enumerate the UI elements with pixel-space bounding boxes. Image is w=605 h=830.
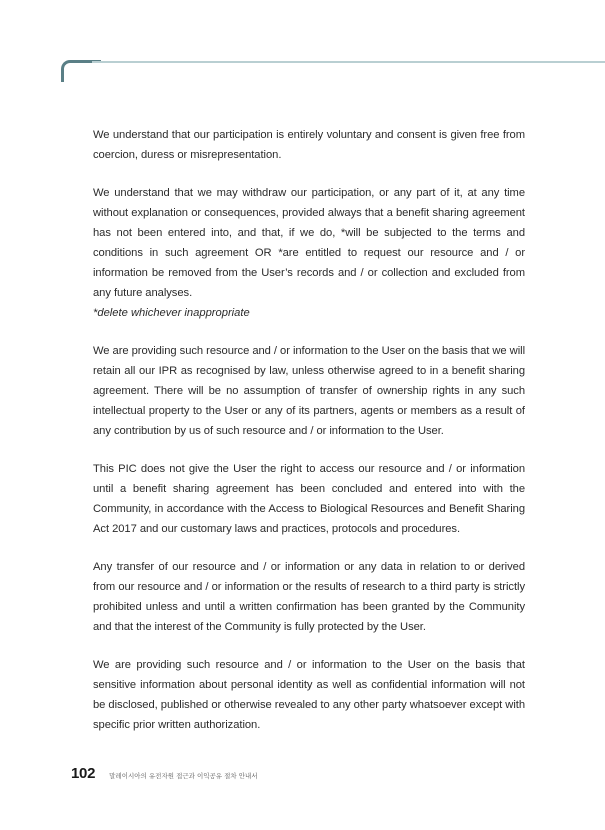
page-number: 102: [71, 765, 96, 782]
delete-note: *delete whichever inappropriate: [93, 307, 250, 319]
header-rule: [92, 61, 605, 63]
page-footer: [71, 765, 258, 782]
paragraph-confidentiality: We are providing such resource and / or information to the User on the basis that sensitive information about personal identity as well as confidential information will not be disclosed, published or otherwise revealed to any other party whatsoever except with specific prior written authorization.: [93, 659, 525, 731]
paragraph-third-party-transfer: Any transfer of our resource and / or information or any data in relation to or derived from our resource and / or information or the results of research to a third party is strictly prohibited unless and until a written confirmation has been granted by the Community and that the interest of the Community is fully protected by the User.: [93, 561, 525, 633]
paragraph-access-right: This PIC does not give the User the right to access our resource and / or information until a benefit sharing agreement has been concluded and entered into with the Community, in accordance with the Access to Biological Resources and Benefit Sharing Act 2017 and our customary laws and practices, protocols and procedures.: [93, 463, 525, 535]
paragraph-voluntary-consent: We understand that our participation is entirely voluntary and consent is given free from coercion, duress or misrepresentation.: [93, 129, 525, 161]
corner-ornament: [61, 60, 101, 82]
document-body: [93, 125, 525, 753]
paragraph-withdrawal: We understand that we may withdraw our participation, or any part of it, at any time without explanation or consequences, provided always that a benefit sharing agreement has not been entered into, and that, if we do, *will be subjected to the terms and conditions in such agreement OR *are entitled to request our resource and / or information be removed from the User’s records and / or collection and excluded from any future analyses.: [93, 187, 525, 299]
paragraph-ipr: We are providing such resource and / or information to the User on the basis that we will retain all our IPR as recognised by law, unless otherwise agreed to in a benefit sharing agreement. There will be no assumption of transfer of ownership rights in any such intellectual property to the User or any of its partners, agents or members as a result of any contribution by us of such resource and / or information to the User.: [93, 345, 525, 437]
running-title: 말레이시아의 유전자원 접근과 이익공유 절차 안내서: [109, 772, 258, 780]
